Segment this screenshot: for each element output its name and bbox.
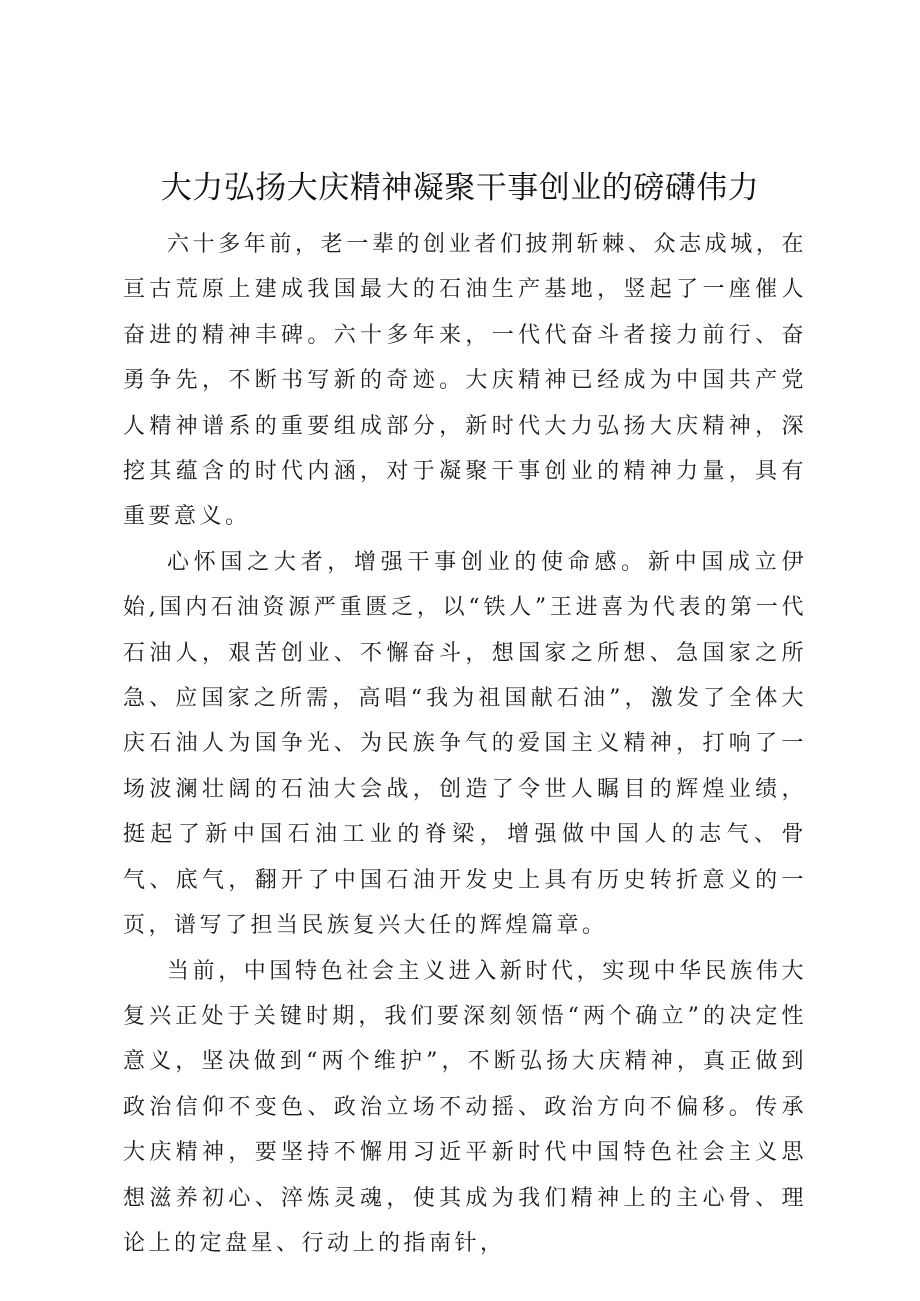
- paragraph: 当前，中国特色社会主义进入新时代，实现中华民族伟大复兴正处于关键时期，我们要深刻领悟“两个确立”的决定性意义，坚决做到“两个维护”，不断弘扬大庆精神，真正做到政治信仰不变色、政治立场不动摇、政治方向不偏移。传承大庆精神，要坚持不懈用习近平新时代中国特色社会主义思想滋养初心、淬炼灵魂，使其成为我们精神上的主心骨、理论上的定盘星、行动上的指南针，: [123, 958, 807, 1256]
- paragraph: 心怀国之大者，增强干事创业的使命感。新中国成立伊始,国内石油资源严重匮乏，以“铁人”王进喜为代表的第一代石油人，艰苦创业、不懈奋斗，想国家之所想、急国家之所急、应国家之所需，高唱“我为祖国献石油”，激发了全体大庆石油人为国争光、为民族争气的爱国主义精神，打响了一场波澜壮阔的石油大会战，创造了令世人瞩目的辉煌业绩，挺起了新中国石油工业的脊梁，增强做中国人的志气、骨气、底气，翻开了中国石油开发史上具有历史转折意义的一页，谱写了担当民族复兴大任的辉煌篇章。: [123, 549, 807, 939]
- document-body: [123, 222, 807, 1266]
- paragraph: 六十多年前，老一辈的创业者们披荆斩棘、众志成城，在亘古荒原上建成我国最大的石油生产基地，竖起了一座催人奋进的精神丰碑。六十多年来，一代代奋斗者接力前行、奋勇争先，不断书写新的奇迹。大庆精神已经成为中国共产党人精神谱系的重要组成部分，新时代大力弘扬大庆精神，深挖其蕴含的时代内涵，对于凝聚干事创业的精神力量，具有重要意义。: [123, 232, 807, 530]
- document-title: 大力弘扬大庆精神凝聚干事创业的磅礴伟力: [160, 170, 760, 206]
